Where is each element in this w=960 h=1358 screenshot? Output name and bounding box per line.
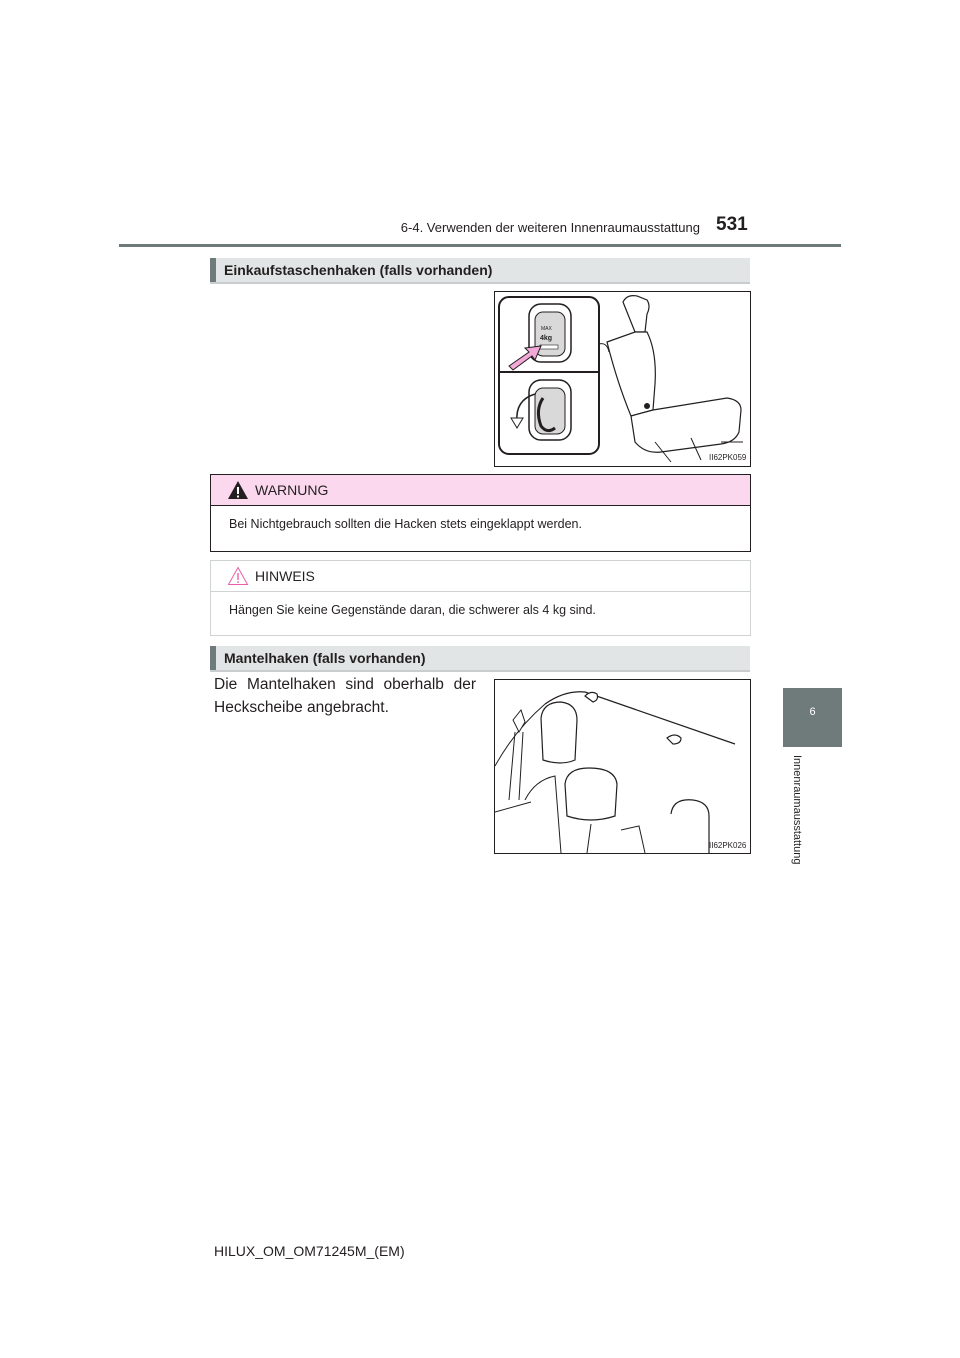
coat-hook-icon bbox=[585, 692, 598, 702]
chapter-number: 6 bbox=[809, 706, 816, 718]
notice-header bbox=[211, 561, 750, 592]
figure-code: II62PK026 bbox=[709, 841, 747, 850]
warning-box bbox=[210, 474, 751, 552]
section-accent bbox=[210, 646, 216, 670]
coat-hook-icon bbox=[667, 735, 681, 744]
shopping-hook-illustration bbox=[495, 292, 750, 466]
notice-label: HINWEIS bbox=[255, 568, 315, 584]
caution-triangle-icon bbox=[227, 566, 249, 586]
warning-triangle-icon bbox=[227, 480, 249, 500]
section-heading-shopping-hook bbox=[210, 258, 750, 284]
coat-hook-description: Die Mantelhaken sind oberhalb der Heckscheibe angebracht. bbox=[214, 676, 476, 716]
warning-label: WARNUNG bbox=[255, 482, 329, 498]
figure-code: II62PK059 bbox=[709, 453, 747, 462]
coat-hook-illustration bbox=[495, 680, 750, 853]
section-accent bbox=[210, 258, 216, 282]
shopping-hook-figure bbox=[494, 291, 751, 467]
page-number: 531 bbox=[716, 214, 748, 235]
weight-label: 4kg bbox=[540, 335, 553, 342]
section-title: Mantelhaken (falls vorhanden) bbox=[224, 650, 426, 666]
notice-text: Hängen Sie keine Gegenstände daran, die schwerer als 4 kg sind. bbox=[229, 603, 596, 617]
warning-header bbox=[211, 475, 750, 506]
footer-doc-code: HILUX_OM_OM71245M_(EM) bbox=[214, 1243, 405, 1259]
section-title: Einkaufstaschenhaken (falls vorhanden) bbox=[224, 262, 493, 278]
warning-text: Bei Nichtgebrauch sollten die Hacken stets eingeklappt werden. bbox=[229, 517, 582, 531]
header-rule bbox=[119, 244, 841, 247]
notice-box bbox=[210, 560, 751, 636]
max-label: MAX bbox=[541, 326, 552, 332]
coat-hook-figure bbox=[494, 679, 751, 854]
chapter-side-label bbox=[789, 755, 803, 895]
section-heading-coat-hook bbox=[210, 646, 750, 672]
chapter-tab bbox=[783, 688, 842, 747]
chapter-title: 6-4. Verwenden der weiteren Innenraumausstattung bbox=[400, 220, 700, 235]
chapter-name: Innenraumausstattung bbox=[791, 755, 803, 865]
